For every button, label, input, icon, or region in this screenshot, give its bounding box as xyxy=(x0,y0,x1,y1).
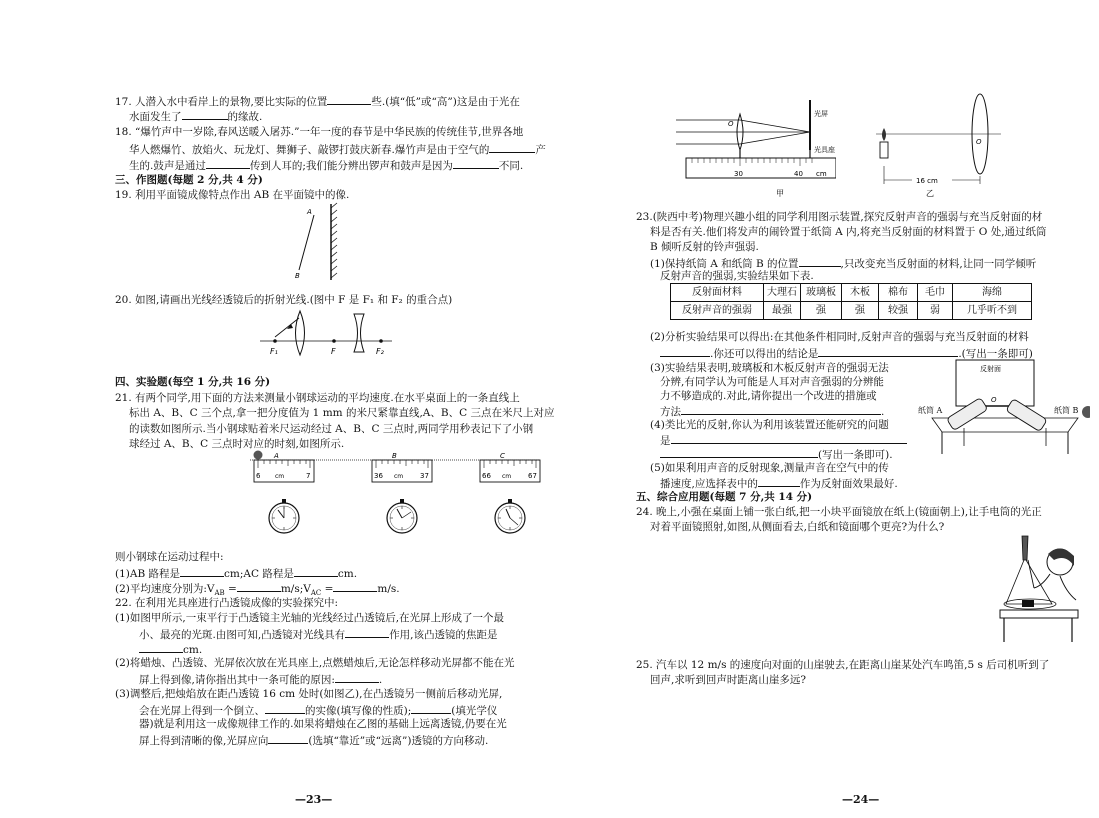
q21-ac-blank[interactable] xyxy=(294,565,338,577)
q21-line4: 球经过 A、B、C 三点时对应的时刻,如图所示. xyxy=(129,438,345,450)
table-cell: 几乎听不到 xyxy=(953,302,1032,320)
candle xyxy=(880,142,888,158)
table-cell: 反射声音的强弱 xyxy=(671,302,764,320)
fig-24-flashlight-mirror xyxy=(996,530,1086,645)
ruler-b-unit: cm xyxy=(394,473,404,480)
q19-mirror-figure xyxy=(295,202,355,282)
screen-label: 光屏 xyxy=(814,110,828,118)
q23-line3: B 倾听反射的铃声强弱. xyxy=(650,241,759,253)
q25-line1: 25. 汽车以 12 m/s 的速度向对面的山崖驶去,在距离山崖某处汽车鸣笛,5 s 后司机听到了 xyxy=(636,659,1050,671)
bench-30: 30 xyxy=(734,170,743,178)
q22-3-blank3[interactable] xyxy=(268,732,308,744)
child-hair xyxy=(1048,548,1074,566)
child-body xyxy=(1034,574,1076,600)
ruler-a-unit: cm xyxy=(275,473,285,480)
q22-2-line1: (2)将蜡烛、凸透镜、光屏依次放在光具座上,点燃蜡烛后,无论怎样移动光屏都不能在光 xyxy=(115,657,515,669)
tube-b-label: 纸筒 B xyxy=(1054,406,1079,415)
q22-text: 22. 在利用光具座进行凸透镜成像的实验探究中: xyxy=(115,597,339,609)
table-cell: 木板 xyxy=(842,284,879,302)
section-4-title: 四、实验题(每空 1 分,共 16 分) xyxy=(115,376,271,388)
ruler-c-num1: 66 xyxy=(482,472,491,480)
table-cell: 棉布 xyxy=(879,284,918,302)
q21-lead: 则小钢球在运动过程中: xyxy=(115,551,224,563)
ruler-a-num2: 7 xyxy=(306,472,311,480)
q22-1-line2: 小、最亮的光斑.由图可知,凸透镜对光线具有 作用,该凸透镜的焦距是 xyxy=(139,626,498,643)
stopwatch-b xyxy=(387,499,417,533)
point-a-label: A xyxy=(307,208,312,216)
material-table xyxy=(670,283,1032,320)
q17-line2: 水面发生了 的缘故. xyxy=(129,108,262,125)
q23-5-line2: 播速度,应选择表中的 作为反射面效果最好. xyxy=(660,475,898,492)
q22-3-line4: 屏上得到清晰的像,光屏应向 (选填“靠近”或“远离”)透镜的方向移动. xyxy=(139,732,488,749)
q22-1-blank1[interactable] xyxy=(345,626,389,638)
reflector-label: 反射面 xyxy=(980,365,1001,373)
convex-lens xyxy=(296,311,305,355)
q22-3-line2: 会在光屏上得到一个倒立、 的实像(填写像的性质); (填光学仪 xyxy=(139,702,497,719)
table-cell: 强 xyxy=(842,302,879,320)
q22-2-blank[interactable] xyxy=(335,671,379,683)
q19-text: 19. 利用平面镜成像特点作出 AB 在平面镜中的像. xyxy=(115,189,350,201)
lens-jia-o: O xyxy=(728,120,734,128)
q21-ruler-stopwatch-figure xyxy=(250,450,550,545)
table-header-row xyxy=(671,284,1032,302)
q23-4-blank1[interactable] xyxy=(671,432,907,444)
distance-label: 16 cm xyxy=(916,177,938,185)
q21-vac-blank[interactable] xyxy=(333,580,377,592)
q21-part1: (1)AB 路程是 cm;AC 路程是 cm. xyxy=(115,565,357,582)
q17-line1: 17. 人潜入水中看岸上的景物,要比实际的位置 些.(填“低”或“高”)这是由于光在 xyxy=(115,93,520,110)
q20-text: 20. 如图,请画出光线经透镜后的折射光线.(图中 F 是 F₁ 和 F₂ 的重合点) xyxy=(115,294,453,306)
candle-flame xyxy=(882,128,886,141)
q23-2-blank1[interactable] xyxy=(660,345,710,357)
q23-4-blank2[interactable] xyxy=(660,446,818,458)
concave-lens xyxy=(354,314,364,352)
ruler-a-label: A xyxy=(274,452,279,460)
ruler-b-num1: 36 xyxy=(374,472,383,480)
q23-3-line1: (3)实验结果表明,玻璃板和木板反射声音的强弱无法 xyxy=(650,362,889,374)
q22-1-line3: cm. xyxy=(139,641,202,658)
table-cell: 最强 xyxy=(764,302,801,320)
q25-line2: 回声,求听到回声时距离山崖多远? xyxy=(650,674,806,686)
q22-3-line3: 器)就是利用这一成像规律工作的.如果将蜡烛在乙图的基础上远离透镜,仍要在光 xyxy=(139,718,507,730)
q23-4-line3: (写出一条即可). xyxy=(660,446,893,463)
q21-vab-blank[interactable] xyxy=(237,580,281,592)
table-row xyxy=(671,302,1032,320)
mirror-hatch xyxy=(331,203,337,278)
tube-b xyxy=(1006,399,1047,432)
q23-3-blank[interactable] xyxy=(681,403,881,415)
q23-1-line2: 反射声音的强弱,实验结果如下表. xyxy=(660,270,814,282)
fig-yi-caption: 乙 xyxy=(926,189,934,198)
q18-line1: 18. “爆竹声中一岁除,春风送暖入屠苏.”一年一度的春节是中华民族的传统佳节,世界各地 xyxy=(115,126,524,138)
focus-f2 xyxy=(379,339,383,343)
section-5-title: 五、综合应用题(每题 7 分,共 14 分) xyxy=(636,491,813,503)
table-cell: 反射面材料 xyxy=(671,284,764,302)
ruler-b-num2: 37 xyxy=(420,472,429,480)
q23-line1: 23.(陕西中考)物理兴趣小组的同学利用图示装置,探究反射声音的强弱与充当反射面的材 xyxy=(636,211,1043,223)
ruler-c-num2: 67 xyxy=(528,472,537,480)
lens-yi-o: O xyxy=(976,138,982,146)
q24-line2: 对着平面镜照射,如图,从侧面看去,白纸和镜面哪个更亮?为什么? xyxy=(650,521,945,533)
q22-1-blank2[interactable] xyxy=(139,641,183,653)
q21-ab-blank[interactable] xyxy=(180,565,224,577)
q23-3-line3: 力不够造成的.对此,请你提出一个改进的措施或 xyxy=(660,390,877,402)
holder-label: 光具座 xyxy=(814,146,835,154)
tube-a-label: 纸筒 A xyxy=(918,406,943,415)
bench-ruler xyxy=(686,158,836,178)
table-cell: 海绵 xyxy=(953,284,1032,302)
q18-blank1[interactable] xyxy=(489,141,535,153)
fig-jia-caption: 甲 xyxy=(776,189,784,198)
parallel-rays xyxy=(676,120,810,144)
point-b-label: B xyxy=(295,272,300,280)
q18-line3: 生的.鼓声是通过 传到人耳的;我们能分辨出锣声和鼓声是因为 不同. xyxy=(129,157,523,174)
desk xyxy=(1000,610,1078,618)
q23-1-blank[interactable] xyxy=(799,255,841,267)
q23-5-blank[interactable] xyxy=(758,475,800,487)
q22-3-blank1[interactable] xyxy=(265,702,305,714)
tube-a xyxy=(946,398,987,431)
focus-f1 xyxy=(273,339,277,343)
q23-2-line1: (2)分析实验结果可以得出:在其他条件相同时,反射声音的强弱与充当反射面的材料 xyxy=(650,331,1029,343)
table-cell: 玻璃板 xyxy=(801,284,842,302)
q23-2-blank2[interactable] xyxy=(818,345,958,357)
fig-jia-optical-bench xyxy=(676,92,836,202)
q20-lens-figure xyxy=(260,308,400,358)
label-f: F xyxy=(331,347,336,356)
stopwatch-c xyxy=(495,499,525,533)
q17-blank1[interactable] xyxy=(327,93,371,105)
q21-line3: 的读数如图所示.当小钢球贴着米尺运动经过 A、B、C 三点时,两同学用秒表记下了小钢 xyxy=(129,423,534,435)
q22-2-line2: 屏上得到像,请你指出其中一条可能的原因: . xyxy=(139,671,382,688)
ruler-c-unit: cm xyxy=(502,473,512,480)
ruler-c-label: C xyxy=(500,452,505,460)
flashlight xyxy=(1022,536,1028,560)
label-f2: F₂ xyxy=(376,347,384,356)
q22-3-line1: (3)调整后,把烛焰放在距凸透镜 16 cm 处时(如图乙),在凸透镜另一侧前后移动光屏, xyxy=(115,688,503,700)
q23-5-line1: (5)如果利用声音的反射现象,测量声音在空气中的传 xyxy=(650,462,889,474)
point-o-label: O xyxy=(991,396,997,404)
table-cell: 大理石 xyxy=(764,284,801,302)
q18-blank3[interactable] xyxy=(453,157,499,169)
q18-line2: 华人燃爆竹、放焰火、玩龙灯、舞狮子、敲锣打鼓庆新春.爆竹声是由于空气的 产 xyxy=(129,141,546,158)
segment-ab xyxy=(299,215,314,270)
q24-line1: 24. 晚上,小强在桌面上铺一张白纸,把一小块平面镜放在纸上(镜面朝上),让手电筒的光正 xyxy=(636,506,1042,518)
q18-blank2[interactable] xyxy=(206,157,250,169)
section-3-title: 三、作图题(每题 2 分,共 4 分) xyxy=(115,174,263,186)
small-mirror xyxy=(1022,600,1034,607)
listener-head xyxy=(1082,406,1090,418)
ruler-a-num1: 6 xyxy=(256,472,261,480)
q23-line2: 料是否有关.他们将发声的闹铃置于纸筒 A 内,将充当反射面的材料置于 O 处,通过纸筒 xyxy=(650,226,1047,238)
focus-f xyxy=(332,339,336,343)
table-cell: 毛巾 xyxy=(918,284,953,302)
table-cell: 较强 xyxy=(879,302,918,320)
bench-ticks xyxy=(692,158,812,166)
table-cell: 强 xyxy=(801,302,842,320)
q23-1-line1: (1)保持纸筒 A 和纸筒 B 的位置 ,只改变充当反射面的材料,让同一同学倾听 xyxy=(650,255,1036,272)
q21-line1: 21. 有两个同学,用下面的方法来测量小钢球运动的平均速度.在水平桌面上的一条直线上 xyxy=(115,392,520,404)
stopwatch-a xyxy=(269,499,299,533)
label-f1: F₁ xyxy=(270,347,278,356)
page-number-right: —24— xyxy=(842,793,880,806)
q23-3-line2: 分辨,有同学认为可能是人耳对声音强弱的分辨能 xyxy=(660,376,884,388)
bench-cm: cm xyxy=(816,170,827,178)
q17-blank2[interactable] xyxy=(182,108,228,120)
fig-yi-candle-lens xyxy=(876,92,1006,202)
page-number-left: —23— xyxy=(295,793,333,806)
bench-40: 40 xyxy=(794,170,803,178)
steel-ball xyxy=(254,451,263,460)
q23-2-line2: .你还可以得出的结论是 .(写出一条即可) xyxy=(660,345,1033,362)
table-cell: 弱 xyxy=(918,302,953,320)
q23-3-line4: 方法 . xyxy=(660,403,884,420)
child-arm xyxy=(1028,560,1034,588)
q22-3-blank2[interactable] xyxy=(411,702,451,714)
q22-1-line1: (1)如图甲所示,一束平行于凸透镜主光轴的光线经过凸透镜后,在光屏上形成了一个最 xyxy=(115,612,505,624)
q23-4-line2: 是 xyxy=(660,432,907,449)
q21-line2: 标出 A、B、C 三个点,拿一把分度值为 1 mm 的米尺紧靠直线,A、B、C 三点在米尺上对应 xyxy=(129,407,555,419)
ruler-b-label: B xyxy=(392,452,397,460)
q21-part2: (2)平均速度分别为$:V_{AB}$ = $m/s;V_{AC} = m/s$. xyxy=(115,580,400,601)
q23-4-line1: (4)类比光的反射,你认为利用该装置还能研究的问题 xyxy=(650,419,889,431)
